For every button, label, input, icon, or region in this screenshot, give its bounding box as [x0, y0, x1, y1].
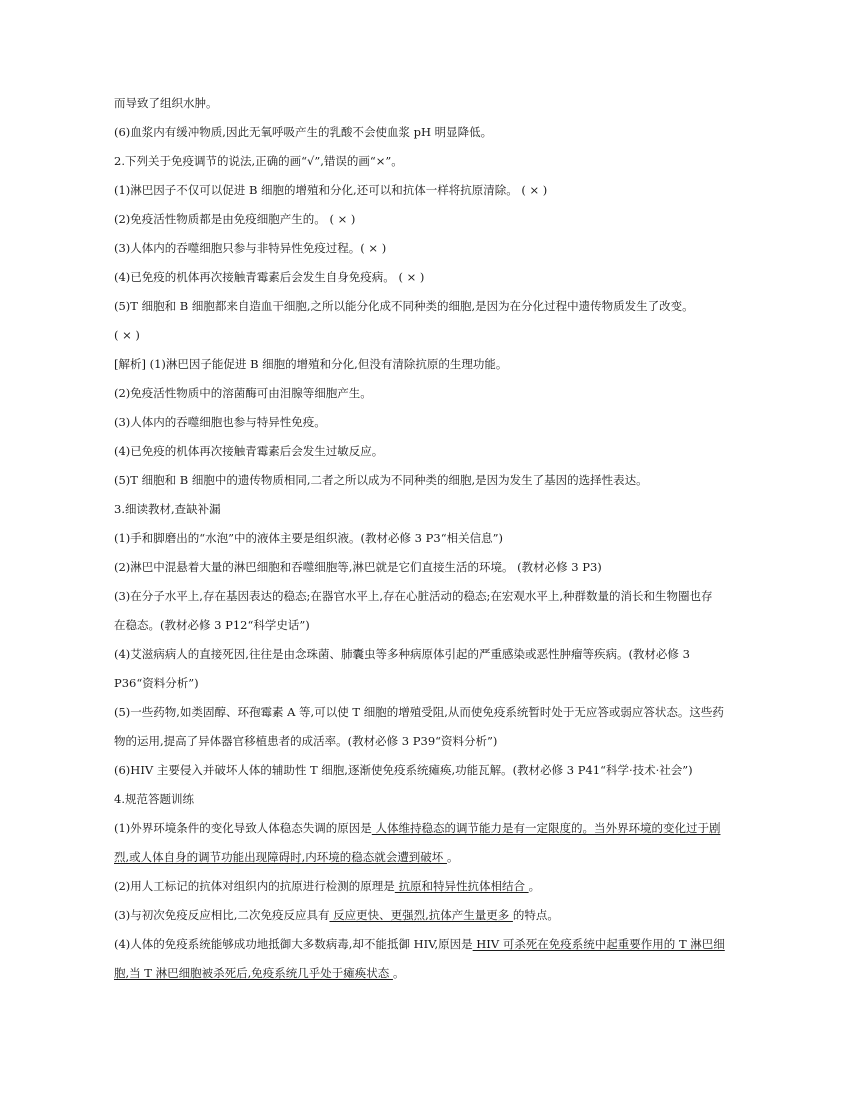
text-line: (4)人体的免疫系统能够成功地抵御大多数病毒,却不能抵御 HIV,原因是 HIV 可杀死在免疫系统中起重要作用的 T 淋巴细 [114, 937, 725, 951]
text-line: (4)艾滋病病人的直接死因,往往是由念珠菌、肺囊虫等多种病原体引起的严重感染或恶性肿瘤等疾病。(教材必修 3 [114, 647, 690, 661]
text-line: P36“资料分析”) [114, 676, 199, 690]
explanation-line: (3)人体内的吞噬细胞也参与特异性免疫。 [114, 415, 326, 429]
text-line: (2)用人工标记的抗体对组织内的抗原进行检测的原理是 抗原和特异性抗体相结合 。 [114, 879, 541, 893]
text-line: (1)手和脚磨出的“水泡”中的液体主要是组织液。(教材必修 3 P3“相关信息”) [114, 531, 503, 545]
text-line: (6)HIV 主要侵入并破坏人体的辅助性 T 细胞,逐渐使免疫系统瘫痪,功能瓦解。(教材必修 3 P41“科学·技术·社会”) [114, 763, 693, 777]
text-line: (2)淋巴中混悬着大量的淋巴细胞和吞噬细胞等,淋巴就是它们直接生活的环境。 (教材必修 3 P3) [114, 560, 602, 574]
question-item: (5)T 细胞和 B 细胞都来自造血干细胞,之所以能分化成不同种类的细胞,是因为在分化过程中遗传物质发生了改变。 [114, 299, 694, 313]
underlined-answer: HIV 可杀死在免疫系统中起重要作用的 T 淋巴细 [472, 937, 725, 951]
text-line: (1)外界环境条件的变化导致人体稳态失调的原因是 人体维持稳态的调节能力是有一定限度的。当外界环境的变化过于剧 [114, 821, 721, 835]
underlined-answer: 人体维持稳态的调节能力是有一定限度的。当外界环境的变化过于剧 [371, 821, 721, 835]
text-line: 胞,当 T 淋巴细胞被杀死后,免疫系统几乎处于瘫痪状态 。 [114, 966, 405, 980]
text-line: (5)一些药物,如类固醇、环孢霉素 A 等,可以使 T 细胞的增殖受阻,从而使免疫系统暂时处于无应答或弱应答状态。这些药 [114, 705, 724, 719]
underlined-answer: 烈,或人体自身的调节功能出现障碍时,内环境的稳态就会遭到破坏 [114, 850, 447, 864]
text-line: (6)血浆内有缓冲物质,因此无氧呼吸产生的乳酸不会使血浆 pH 明显降低。 [114, 125, 493, 139]
answer-mark: ( × ) [114, 328, 140, 342]
question-item: (3)人体内的吞噬细胞只参与非特异性免疫过程。( × ) [114, 241, 387, 255]
section-heading: 4.规范答题训练 [114, 792, 194, 806]
section-heading: 3.细读教材,查缺补漏 [114, 502, 221, 516]
explanation-line: (5)T 细胞和 B 细胞中的遗传物质相同,二者之所以成为不同种类的细胞,是因为发生了基因的选择性表达。 [114, 473, 648, 487]
text-line: 在稳态。(教材必修 3 P12“科学史话”) [114, 618, 310, 632]
explanation-line: (4)已免疫的机体再次接触青霉素后会发生过敏反应。 [114, 444, 384, 458]
explanation-line: (2)免疫活性物质中的溶菌酶可由泪腺等细胞产生。 [114, 386, 372, 400]
explanation-line: [解析] (1)淋巴因子能促进 B 细胞的增殖和分化,但没有清除抗原的生理功能。 [114, 357, 508, 371]
underlined-answer: 抗原和特异性抗体相结合 [394, 879, 529, 893]
question-item: (1)淋巴因子不仅可以促进 B 细胞的增殖和分化,还可以和抗体一样将抗原清除。 ( × ) [114, 183, 548, 197]
text-line: 物的运用,提高了异体器官移植患者的成活率。(教材必修 3 P39“资料分析”) [114, 734, 498, 748]
question-item: (4)已免疫的机体再次接触青霉素后会发生自身免疫病。 ( × ) [114, 270, 425, 284]
text-line: (3)与初次免疫反应相比,二次免疫反应具有 反应更快、更强烈,抗体产生量更多 的特点。 [114, 908, 559, 922]
underlined-answer: 反应更快、更强烈,抗体产生量更多 [329, 908, 513, 922]
text-line: 烈,或人体自身的调节功能出现障碍时,内环境的稳态就会遭到破坏 。 [114, 850, 459, 864]
text-line: (3)在分子水平上,存在基因表达的稳态;在器官水平上,存在心脏活动的稳态;在宏观水平上,种群数量的消长和生物圈也存 [114, 589, 713, 603]
text-line: 而导致了组织水肿。 [114, 96, 218, 110]
section-heading: 2.下列关于免疫调节的说法,正确的画“√”,错误的画“×”。 [114, 154, 403, 168]
underlined-answer: 胞,当 T 淋巴细胞被杀死后,免疫系统几乎处于瘫痪状态 [114, 966, 393, 980]
question-item: (2)免疫活性物质都是由免疫细胞产生的。 ( × ) [114, 212, 356, 226]
